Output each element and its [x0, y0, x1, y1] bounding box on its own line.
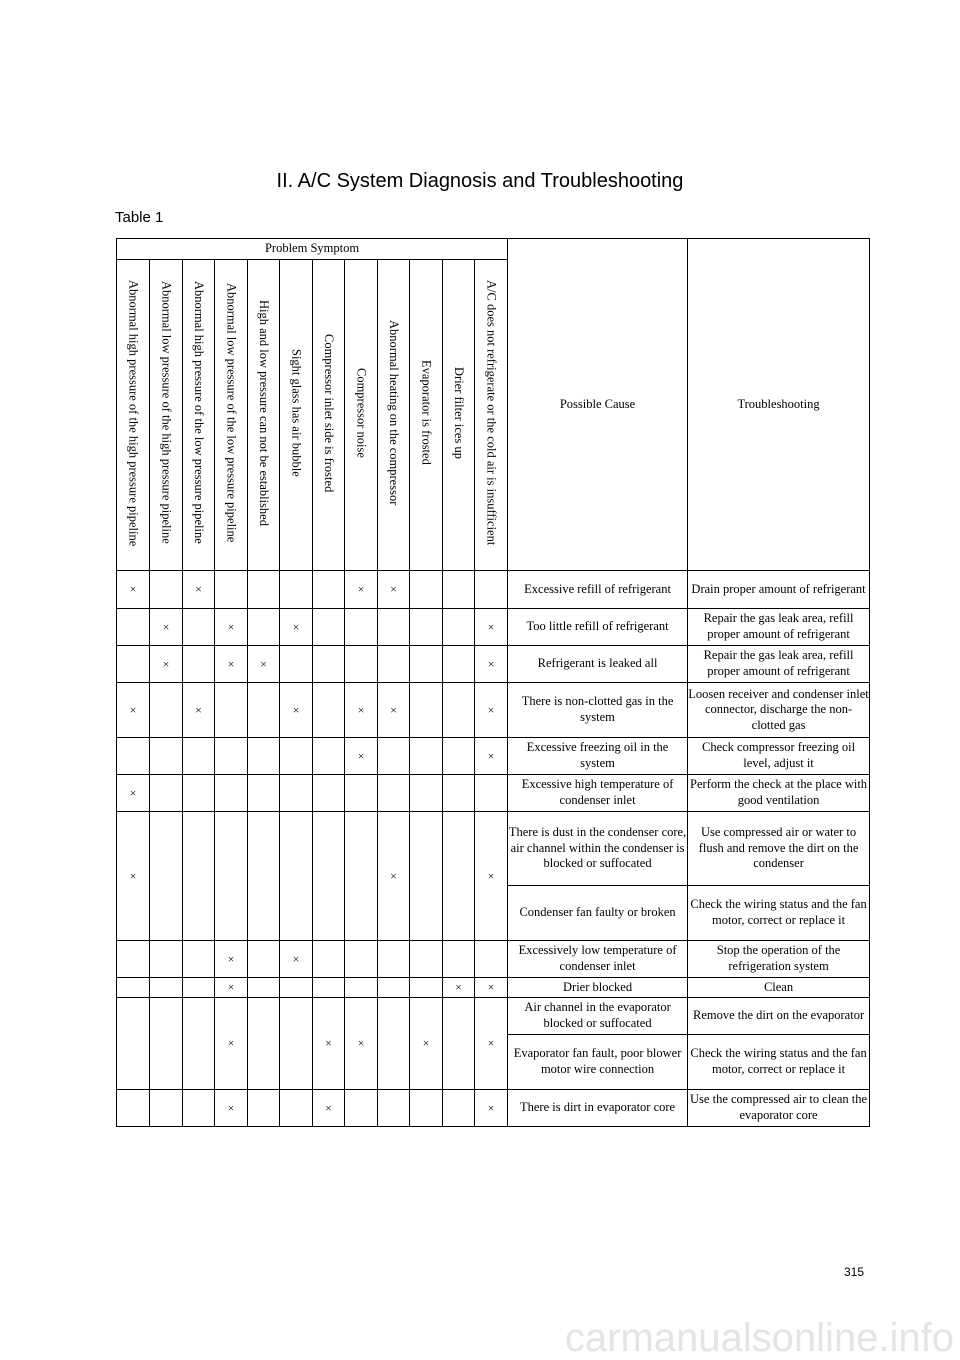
symptom-label: A/C does not refrigerate or the cold air is insufficient: [484, 280, 499, 546]
possible-cause-cell: Condenser fan faulty or broken: [508, 886, 688, 941]
troubleshooting-cell: Repair the gas leak area, refill proper amount of refrigerant: [688, 609, 870, 646]
symptom-label: Compressor noise: [354, 367, 369, 458]
symptom-header: [150, 260, 183, 571]
symptom-header: [345, 260, 378, 571]
possible-cause-cell: Excessive high temperature of condenser inlet: [508, 775, 688, 812]
cell-mark: ×: [117, 571, 150, 609]
symptom-label: High and low pressure can not be established: [256, 299, 271, 526]
symptom-header: [280, 260, 313, 571]
cell-mark: ×: [313, 1090, 345, 1127]
table-row: [117, 941, 870, 978]
cell-mark: ×: [215, 646, 248, 683]
cell-mark: ×: [150, 609, 183, 646]
symptom-header: [475, 260, 508, 571]
cell-mark: ×: [280, 683, 313, 738]
symptom-header: [410, 260, 443, 571]
possible-cause-cell: There is dirt in evaporator core: [508, 1090, 688, 1127]
cell-mark: ×: [475, 1090, 508, 1127]
troubleshooting-cell: Perform the check at the place with good ventilation: [688, 775, 870, 812]
symptom-header: [248, 260, 280, 571]
table-row: [117, 609, 870, 646]
page-number: 315: [843, 1265, 864, 1279]
cell-mark: ×: [475, 646, 508, 683]
troubleshooting-cell: Check the wiring status and the fan motor, correct or replace it: [688, 1035, 870, 1090]
cell-mark: ×: [280, 941, 313, 978]
possible-cause-cell: Excessively low temperature of condenser inlet: [508, 941, 688, 978]
cell-mark: ×: [313, 998, 345, 1090]
table-row: [117, 646, 870, 683]
symptom-header: [378, 260, 410, 571]
cell-mark: ×: [215, 1090, 248, 1127]
possible-cause-cell: Evaporator fan fault, poor blower motor wire connection: [508, 1035, 688, 1090]
cell-mark: ×: [215, 609, 248, 646]
table-row: [117, 775, 870, 812]
cell-mark: ×: [117, 683, 150, 738]
diagnosis-table: [116, 238, 870, 1127]
possible-cause-cell: Excessive freezing oil in the system: [508, 738, 688, 775]
cell-mark: ×: [475, 998, 508, 1090]
watermark: carmanualsonline.info: [564, 1316, 954, 1360]
possible-cause-cell: Drier blocked: [508, 978, 688, 998]
cell-mark: ×: [117, 812, 150, 941]
troubleshooting-cell: Remove the dirt on the evaporator: [688, 998, 870, 1035]
symptom-label: Abnormal low pressure of the high pressure pipeline: [159, 281, 174, 545]
table-row: [117, 738, 870, 775]
symptom-label: Abnormal heating on the compressor: [386, 320, 401, 506]
cell-mark: ×: [345, 998, 378, 1090]
symptom-header: [215, 260, 248, 571]
possible-cause-cell: Excessive refill of refrigerant: [508, 571, 688, 609]
cell-mark: ×: [378, 571, 410, 609]
cell-mark: ×: [248, 646, 280, 683]
symptom-label: Abnormal high pressure of the high pressure pipeline: [126, 279, 141, 546]
cell-mark: ×: [345, 683, 378, 738]
table-label: Table 1: [115, 209, 164, 226]
page-title: II. A/C System Diagnosis and Troubleshooting: [276, 170, 684, 192]
cell-mark: ×: [475, 978, 508, 998]
symptom-label: Abnormal low pressure of the low pressure pipeline: [224, 283, 239, 543]
table-row: [117, 998, 870, 1035]
cell-mark: ×: [183, 571, 215, 609]
symptom-label: Drier filter ices up: [451, 366, 466, 459]
cell-mark: ×: [345, 571, 378, 609]
cell-mark: ×: [280, 609, 313, 646]
troubleshooting-cell: Stop the operation of the refrigeration system: [688, 941, 870, 978]
cell-mark: ×: [475, 609, 508, 646]
cell-mark: ×: [215, 998, 248, 1090]
symptom-label: Evaporator is frosted: [419, 360, 434, 466]
troubleshooting-cell: Drain proper amount of refrigerant: [688, 571, 870, 609]
cell-mark: ×: [475, 683, 508, 738]
table-row: [117, 683, 870, 738]
symptom-label: Abnormal high pressure of the low pressure pipeline: [191, 281, 206, 545]
symptom-label: Sight glass has air bubble: [289, 348, 304, 477]
possible-cause-cell: Air channel in the evaporator blocked or suffocated: [508, 998, 688, 1035]
cell-mark: ×: [410, 998, 443, 1090]
symptom-label: Compressor inlet side is frosted: [321, 333, 336, 492]
table-row: [117, 1090, 870, 1127]
possible-cause-cell: There is dust in the condenser core, air channel within the condenser is blocked or suffocated: [508, 812, 688, 886]
cell-mark: ×: [378, 812, 410, 941]
troubleshooting-header: Troubleshooting: [688, 239, 870, 571]
problem-symptom-header: Problem Symptom: [117, 239, 508, 260]
possible-cause-cell: Too little refill of refrigerant: [508, 609, 688, 646]
cell-mark: ×: [443, 978, 475, 998]
cell-mark: ×: [215, 941, 248, 978]
table-row: [117, 978, 870, 998]
table-row: [117, 812, 870, 886]
cell-mark: ×: [378, 683, 410, 738]
troubleshooting-cell: Clean: [688, 978, 870, 998]
cell-mark: ×: [345, 738, 378, 775]
possible-cause-cell: Refrigerant is leaked all: [508, 646, 688, 683]
cell-mark: ×: [215, 978, 248, 998]
cell-mark: ×: [183, 683, 215, 738]
troubleshooting-cell: Loosen receiver and condenser inlet connector, discharge the non-clotted gas: [688, 683, 870, 738]
possible-cause-header: Possible Cause: [508, 239, 688, 571]
cell-mark: ×: [150, 646, 183, 683]
symptom-header: [117, 260, 150, 571]
cell-mark: ×: [475, 812, 508, 941]
troubleshooting-cell: Repair the gas leak area, refill proper amount of refrigerant: [688, 646, 870, 683]
symptom-header: [183, 260, 215, 571]
symptom-header: [313, 260, 345, 571]
symptom-header: [443, 260, 475, 571]
table-row: [117, 571, 870, 609]
troubleshooting-cell: Use compressed air or water to flush and remove the dirt on the condenser: [688, 812, 870, 886]
cell-mark: ×: [475, 738, 508, 775]
possible-cause-cell: There is non-clotted gas in the system: [508, 683, 688, 738]
troubleshooting-cell: Use the compressed air to clean the evaporator core: [688, 1090, 870, 1127]
troubleshooting-cell: Check compressor freezing oil level, adjust it: [688, 738, 870, 775]
troubleshooting-cell: Check the wiring status and the fan motor, correct or replace it: [688, 886, 870, 941]
cell-mark: ×: [117, 775, 150, 812]
